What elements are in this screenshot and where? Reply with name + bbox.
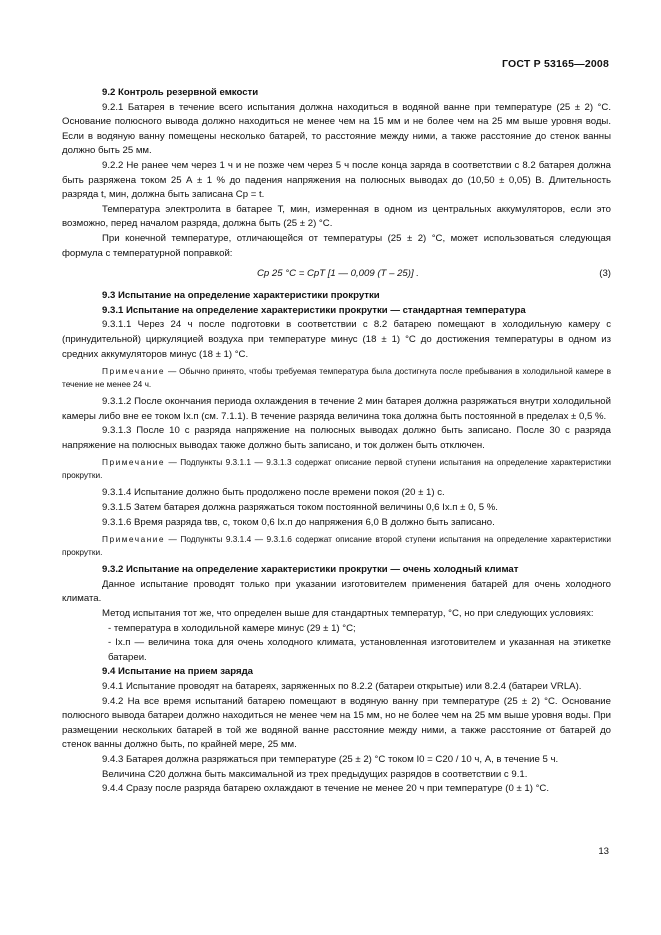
paragraph: 9.3.1.5 Затем батарея должна разряжаться током постоянной величины 0,6 Iх.п ± 0, 5 %.	[102, 502, 498, 514]
note-text: — Подпункты 9.3.1.1 — 9.3.1.3 содержат описание первой ступени испытания на определение характеристики прокрутки.	[62, 457, 611, 481]
formula-expression: Cр 25 °С = CрТ [1 — 0,009 (Т – 25)] .	[257, 268, 419, 280]
note-label: Примечание	[102, 366, 166, 377]
section-heading: 9.2 Контроль резервной емкости	[102, 87, 259, 98]
paragraph: Метод испытания тот же, что определен выше для стандартных температур, °С, но при следующих условиях:	[102, 608, 594, 620]
section-heading: 9.4 Испытание на прием заряда	[102, 666, 254, 678]
paragraph: Температура электролита в батарее Т, мин, измеренная в одном из центральных аккумуляторов, если это возможно, перед началом разряда, должна быть (25 ± 2) °С.	[62, 203, 611, 230]
paragraph: 9.4.4 Сразу после разряда батарею охлаждают в течение не менее 20 ч при температуре (0 ± 1) °С.	[102, 783, 550, 795]
paragraph: 9.4.2 На все время испытаний батарею помещают в водяную ванну при температуре (25 ± 2) °С. Основание полюсного вывода батареи должно находиться не менее чем на 15 мм, но не более чем на 25 мм выше уровня воды. При размещении нескольких батарей в той же водяной ванне расстояние между ними, а также расстояние от батарей до стенок ванны должно быть, по крайней мере, 25 мм.	[62, 695, 611, 751]
paragraph: При конечной температуре, отличающейся от температуры (25 ± 2) °С, может использоваться следующая формула с температурной поправкой:	[62, 232, 611, 259]
page-number: 13	[598, 846, 609, 857]
note	[62, 365, 611, 391]
list-item: - температура в холодильной камере минус (29 ± 1) °С;	[108, 622, 356, 634]
formula	[62, 265, 611, 289]
note-text: — Обычно принято, чтобы требуемая температура была достигнута после пребывания в холодильной камере в течение не менее 24 ч.	[62, 366, 611, 390]
paragraph: 9.2.1 Батарея в течение всего испытания должна находиться в водяной ванне при температуре (25 ± 2) °С. Основание полюсного вывода должно находиться не менее чем на 15 мм и не более чем на 25 мм выше уровня воды. Если в водяную ванну помещены несколько батарей, то расстояние между ними, а также расстояние до стенок ванны должно быть 25 мм.	[62, 101, 611, 157]
note-text: — Подпункты 9.3.1.4 — 9.3.1.6 содержат описание второй ступени испытания на определение характеристики прокрутки.	[62, 534, 611, 558]
paragraph: 9.3.1.4 Испытание должно быть продолжено после времени покоя (20 ± 1) с.	[102, 487, 445, 499]
paragraph: 9.4.3 Батарея должна разряжаться при температуре (25 ± 2) °С током I0 = C20 / 10 ч, А, в течение 5 ч.	[102, 753, 559, 765]
paragraph: 9.3.1.1 Через 24 ч после подготовки в соответствии с 8.2 батарею помещают в холодильную камеру с (принудительной) циркуляцией воздуха при температуре минус (18 ± 1) °С до достижения температуры в одном из средних аккумуляторов минус (18 ± 1) °С.	[62, 319, 611, 360]
paragraph: Величина C20 должна быть максимальной из трех предыдущих разрядов в соответствии с 9.1.	[102, 768, 528, 780]
section-heading: 9.3 Испытание на определение характеристики прокрутки	[102, 290, 380, 302]
note	[62, 456, 611, 482]
list-item: - Iх.п — величина тока для очень холодного климата, установленная изготовителем и указанная на этикетке батареи.	[108, 637, 611, 663]
section-heading: 9.3.1 Испытание на определение характеристики прокрутки — стандартная температура	[102, 304, 526, 316]
note	[62, 533, 611, 559]
paragraph: 9.2.2 Не ранее чем через 1 ч и не позже чем через 5 ч после конца заряда в соответствии с 8.2 батарея должна быть разряжена током 25 А ± 1 % до падения напряжения на полюсных выводах до (10,50 ± 0,05) В. Длительность разряда t, мин, должна быть записана Cр = t.	[62, 159, 611, 201]
note-label: Примечание	[102, 534, 166, 545]
standard-header: ГОСТ Р 53165—2008	[501, 58, 609, 70]
note-label: Примечание	[102, 457, 166, 468]
section-heading: 9.3.2 Испытание на определение характеристики прокрутки — очень холодный климат	[102, 564, 519, 576]
formula-number: (3)	[599, 268, 611, 280]
document-body	[62, 86, 611, 797]
paragraph: 9.3.1.3 После 10 с разряда напряжение на полюсных выводах должно быть записано. После 30 с разряда напряжение на полюсных выводах также должно быть записано, и ток должен быть отключен.	[62, 425, 611, 451]
paragraph: 9.4.1 Испытание проводят на батареях, заряженных по 8.2.2 (батареи открытые) или 8.2.4 (батареи VRLA).	[102, 681, 582, 692]
paragraph: Данное испытание проводят только при указании изготовителем применения батарей для очень холодного климата.	[62, 578, 611, 605]
paragraph: 9.3.1.6 Время разряда tвв, с, током 0,6 Iх.п до напряжения 6,0 В должно быть записано.	[102, 516, 495, 528]
paragraph: 9.3.1.2 После окончания периода охлаждения в течение 2 мин батарея должна разряжаться внутри холодильной камеры либо вне ее током Iх.п (см. 7.1.1). В течение разряда величина тока должна быть постоянной в пределах ± 0,5 %.	[62, 396, 611, 422]
